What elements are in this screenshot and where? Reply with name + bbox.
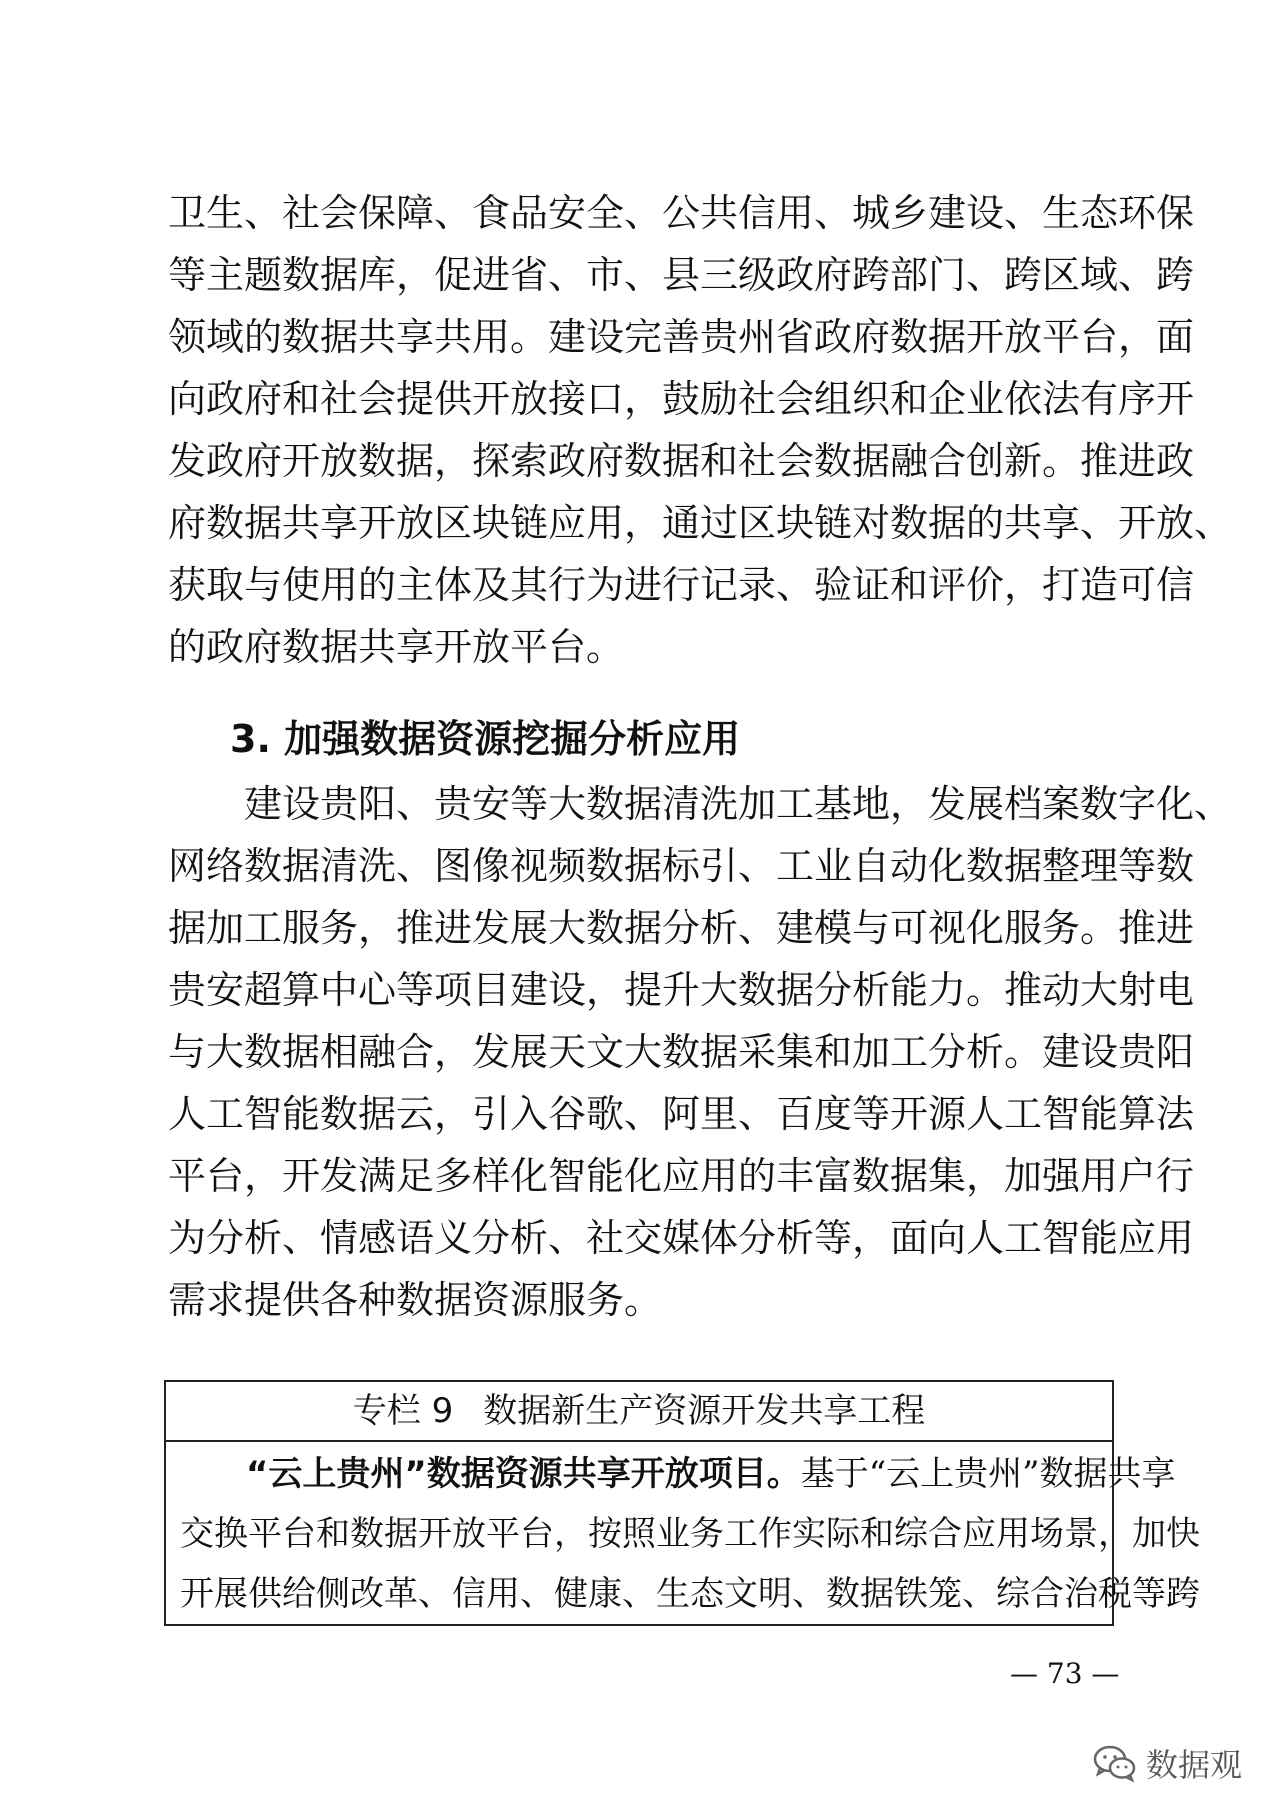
section-heading: 3. 加强数据资源挖掘分析应用 <box>230 717 741 761</box>
paragraph-2-line: 网络数据清洗、图像视频数据标引、工业自动化数据整理等数 <box>168 844 1195 888</box>
paragraph-1-line: 向政府和社会提供开放接口，鼓励社会组织和企业依法有序开 <box>168 377 1195 421</box>
column-box-title <box>166 1382 1112 1442</box>
paragraph-2-line: 人工智能数据云，引入谷歌、阿里、百度等开源人工智能算法 <box>168 1092 1195 1136</box>
paragraph-2-line: 建设贵阳、贵安等大数据清洗加工基地，发展档案数字化、 <box>244 782 1233 826</box>
column-box-line: 开展供给侧改革、信用、健康、生态文明、数据铁笼、综合治税等跨 <box>180 1574 1200 1614</box>
paragraph-2-line: 据加工服务，推进发展大数据分析、建模与可视化服务。推进 <box>168 906 1195 950</box>
column-title: 数据新生产资源开发共享工程 <box>483 1391 926 1431</box>
paragraph-2-line: 平台，开发满足多样化智能化应用的丰富数据集，加强用户行 <box>168 1154 1195 1198</box>
page-number: — 73 — <box>1010 1657 1120 1690</box>
paragraph-1-line: 的政府数据共享开放平台。 <box>168 625 625 669</box>
paragraph-1-line: 发政府开放数据，探索政府数据和社会数据融合创新。推进政 <box>168 439 1195 483</box>
paragraph-2-line: 需求提供各种数据资源服务。 <box>168 1278 663 1322</box>
column-box-line: 交换平台和数据开放平台，按照业务工作实际和综合应用场景，加快 <box>180 1514 1200 1554</box>
column-box <box>164 1380 1200 1626</box>
paragraph-1-line: 获取与使用的主体及其行为进行记录、验证和评价，打造可信 <box>168 563 1195 607</box>
paragraph-1-line: 府数据共享开放区块链应用，通过区块链对数据的共享、开放、 <box>168 501 1233 545</box>
paragraph-1-line: 领域的数据共享共用。建设完善贵州省政府数据开放平台，面 <box>168 315 1195 359</box>
paragraph-1-line: 卫生、社会保障、食品安全、公共信用、城乡建设、生态环保 <box>168 191 1195 235</box>
column-box-line <box>246 1444 1176 1504</box>
watermark-text: 数据观 <box>1146 1746 1243 1784</box>
project-description: 基于“云上贵州”数据共享 <box>800 1454 1176 1494</box>
watermark <box>1092 1738 1242 1788</box>
paragraph-1-line: 等主题数据库，促进省、市、县三级政府跨部门、跨区域、跨 <box>168 253 1195 297</box>
paragraph-2-line: 为分析、情感语义分析、社交媒体分析等，面向人工智能应用 <box>168 1216 1195 1260</box>
column-label: 专栏 9 <box>352 1391 454 1431</box>
wechat-icon <box>1092 1743 1138 1783</box>
paragraph-2-line: 贵安超算中心等项目建设，提升大数据分析能力。推动大射电 <box>168 968 1195 1012</box>
project-name: “云上贵州”数据资源共享开放项目。 <box>246 1454 801 1494</box>
paragraph-2-line: 与大数据相融合，发展天文大数据采集和加工分析。建设贵阳 <box>168 1030 1195 1074</box>
